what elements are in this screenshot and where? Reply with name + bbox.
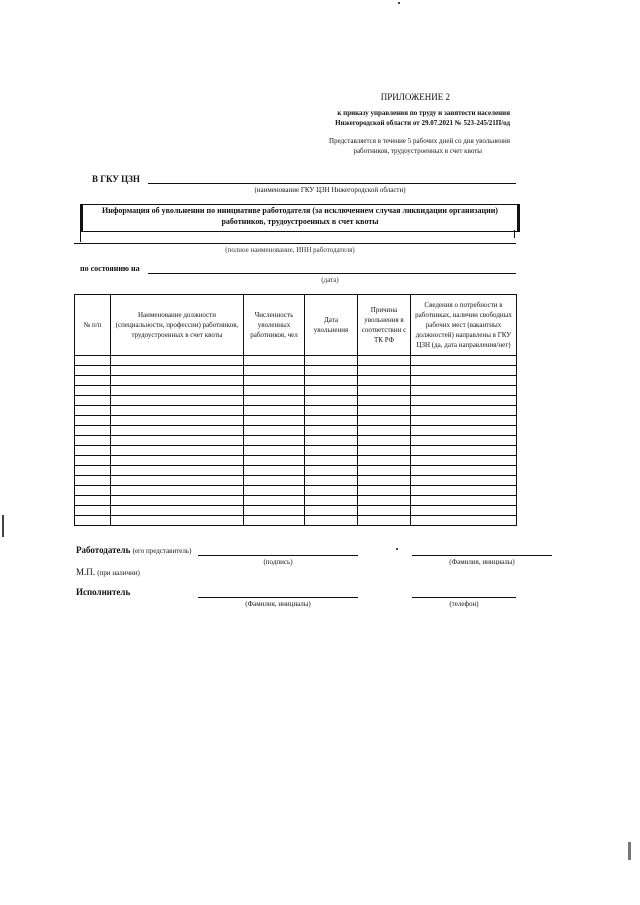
table-cell[interactable]	[411, 446, 517, 456]
table-cell[interactable]	[358, 466, 411, 476]
table-cell[interactable]	[358, 396, 411, 406]
table-row	[75, 446, 517, 456]
employer-line[interactable]	[74, 243, 516, 244]
table-row	[75, 406, 517, 416]
table-cell[interactable]	[75, 406, 111, 416]
table-cell[interactable]	[244, 486, 305, 496]
table-cell[interactable]	[244, 496, 305, 506]
table-cell[interactable]	[411, 416, 517, 426]
table-cell[interactable]	[411, 456, 517, 466]
submission-line-2: работников, трудоустроенных в счет квоты	[353, 147, 482, 155]
table-cell[interactable]	[305, 446, 358, 456]
table-cell[interactable]	[305, 466, 358, 476]
table-cell[interactable]	[411, 366, 517, 376]
table-cell[interactable]	[358, 506, 411, 516]
signature-caption: (подпись)	[263, 558, 293, 566]
table-cell[interactable]	[305, 426, 358, 436]
table-cell[interactable]	[75, 506, 111, 516]
table-cell[interactable]	[75, 516, 111, 526]
submission-line-1: Представляется в течение 5 рабочих дней со дня увольнения	[329, 137, 510, 145]
table-row	[75, 476, 517, 486]
table-cell[interactable]	[305, 356, 358, 366]
report-table	[74, 294, 517, 526]
table-cell[interactable]	[244, 406, 305, 416]
table-cell[interactable]	[111, 416, 244, 426]
table-row	[75, 366, 517, 376]
appendix-header	[300, 92, 510, 156]
table-cell[interactable]	[111, 356, 244, 366]
employer-label: Работодатель	[76, 545, 131, 555]
table-row	[75, 466, 517, 476]
table-cell[interactable]	[411, 506, 517, 516]
table-cell[interactable]	[111, 376, 244, 386]
table-cell[interactable]	[358, 516, 411, 526]
executor-phone-line[interactable]	[412, 597, 516, 598]
scan-mark	[398, 2, 400, 4]
table-cell[interactable]	[358, 456, 411, 466]
scan-mark	[396, 548, 398, 550]
table-cell[interactable]	[75, 466, 111, 476]
table-cell[interactable]	[111, 366, 244, 376]
table-cell[interactable]	[111, 456, 244, 466]
table-cell[interactable]	[305, 496, 358, 506]
table-row	[75, 376, 517, 386]
table-row	[75, 486, 517, 496]
addressee-caption: (наименование ГКУ ЦЗН Нижегородской области)	[254, 186, 406, 194]
table-cell[interactable]	[411, 376, 517, 386]
table-cell[interactable]	[75, 376, 111, 386]
table-cell[interactable]	[358, 436, 411, 446]
table-cell[interactable]	[305, 396, 358, 406]
table-cell[interactable]	[358, 386, 411, 396]
table-cell[interactable]	[111, 386, 244, 396]
executor-name-line[interactable]	[198, 597, 358, 598]
stamp-label-group	[76, 567, 140, 577]
table-cell[interactable]	[244, 426, 305, 436]
column-header-position: Наименование должности (специальности, профессии) работников, трудоустроенных в счет квоты	[111, 295, 244, 356]
table-cell[interactable]	[75, 456, 111, 466]
stamp-label: М.П.	[76, 567, 96, 577]
table-cell[interactable]	[411, 406, 517, 416]
addressee-line[interactable]	[148, 183, 516, 184]
table-cell[interactable]	[411, 386, 517, 396]
table-cell[interactable]	[244, 506, 305, 516]
column-header-reason: Причина увольнения в соответствии с ТК РФ	[358, 295, 411, 356]
table-cell[interactable]	[305, 366, 358, 376]
employer-note: (его представитель)	[132, 547, 192, 555]
table-row	[75, 426, 517, 436]
table-cell[interactable]	[305, 406, 358, 416]
table-row	[75, 356, 517, 366]
table-cell[interactable]	[411, 436, 517, 446]
table-row	[75, 396, 517, 406]
table-cell[interactable]	[75, 486, 111, 496]
table-cell[interactable]	[75, 396, 111, 406]
table-header-row	[75, 295, 517, 356]
order-line-1: к приказу управления по труду и занятости населения	[337, 109, 510, 117]
table-cell[interactable]	[244, 476, 305, 486]
addressee-prefix: В ГКУ ЦЗН	[92, 174, 140, 184]
column-header-vacancy-info: Сведения о потребности в работниках, наличии свободных рабочих мест (вакантных должностей) направлены в ГКУ ЦЗН (да, дата направления/нет)	[411, 295, 517, 356]
table-cell[interactable]	[75, 436, 111, 446]
table-cell[interactable]	[411, 466, 517, 476]
info-title-line-2: работников, трудоустроенных в счет квоты	[221, 217, 379, 226]
employer-name-line[interactable]	[412, 555, 552, 556]
table-cell[interactable]	[111, 496, 244, 506]
table-cell[interactable]	[411, 426, 517, 436]
table-cell[interactable]	[111, 426, 244, 436]
box-tick-left	[80, 230, 81, 242]
table-cell[interactable]	[111, 446, 244, 456]
as-of-caption: (дата)	[321, 276, 339, 284]
table-cell[interactable]	[75, 386, 111, 396]
table-cell[interactable]	[411, 496, 517, 506]
table-cell[interactable]	[305, 486, 358, 496]
table-cell[interactable]	[358, 486, 411, 496]
table-cell[interactable]	[244, 356, 305, 366]
employer-signature-line[interactable]	[198, 555, 358, 556]
as-of-label: по состоянию на	[80, 264, 140, 273]
column-header-number: № п/п	[75, 295, 111, 356]
table-row	[75, 516, 517, 526]
table-cell[interactable]	[75, 366, 111, 376]
phone-caption: (телефон)	[449, 600, 479, 608]
table-cell[interactable]	[358, 406, 411, 416]
as-of-line[interactable]	[148, 273, 516, 274]
executor-name-caption: (Фамилия, инициалы)	[245, 600, 311, 608]
table-cell[interactable]	[75, 496, 111, 506]
table-cell[interactable]	[244, 436, 305, 446]
name-caption: (Фамилия, инициалы)	[449, 558, 515, 566]
table-row	[75, 506, 517, 516]
table-cell[interactable]	[111, 516, 244, 526]
table-cell[interactable]	[111, 476, 244, 486]
table-cell[interactable]	[358, 376, 411, 386]
executor-label: Исполнитель	[76, 587, 131, 597]
table-cell[interactable]	[358, 416, 411, 426]
table-cell[interactable]	[244, 396, 305, 406]
table-cell[interactable]	[244, 386, 305, 396]
table-cell[interactable]	[75, 476, 111, 486]
table-cell[interactable]	[111, 466, 244, 476]
table-cell[interactable]	[244, 456, 305, 466]
table-cell[interactable]	[411, 476, 517, 486]
table-body	[75, 356, 517, 526]
table-cell[interactable]	[411, 516, 517, 526]
table-row	[75, 436, 517, 446]
employer-caption: (полное наименование, ИНН работодателя)	[225, 246, 355, 254]
table-cell[interactable]	[244, 376, 305, 386]
table-row	[75, 456, 517, 466]
table-cell[interactable]	[111, 506, 244, 516]
table-row	[75, 496, 517, 506]
table-cell[interactable]	[358, 356, 411, 366]
table-row	[75, 416, 517, 426]
appendix-title: ПРИЛОЖЕНИЕ 2	[380, 92, 450, 102]
table-cell[interactable]	[358, 446, 411, 456]
table-cell[interactable]	[244, 516, 305, 526]
info-title-box	[80, 204, 520, 232]
order-line-2: Нижегородской области от 29.07.2021 № 523-245/21П/од	[335, 119, 510, 127]
table-cell[interactable]	[244, 366, 305, 376]
table-cell[interactable]	[305, 376, 358, 386]
table-cell[interactable]	[111, 486, 244, 496]
table-cell[interactable]	[411, 396, 517, 406]
table-cell[interactable]	[358, 476, 411, 486]
column-header-date: Дата увольнения	[305, 295, 358, 356]
table-cell[interactable]	[75, 416, 111, 426]
table-cell[interactable]	[75, 426, 111, 436]
table-cell[interactable]	[358, 426, 411, 436]
table-cell[interactable]	[305, 456, 358, 466]
employer-sign-label	[76, 545, 191, 555]
stamp-note: (при наличии)	[97, 569, 140, 577]
table-cell[interactable]	[111, 396, 244, 406]
table-cell[interactable]	[244, 446, 305, 456]
table-cell[interactable]	[305, 416, 358, 426]
table-cell[interactable]	[75, 446, 111, 456]
scan-mark	[2, 515, 4, 537]
table-cell[interactable]	[305, 436, 358, 446]
table-cell[interactable]	[305, 516, 358, 526]
table-row	[75, 386, 517, 396]
column-header-count: Численность уволенных работников, чел	[244, 295, 305, 356]
table-cell[interactable]	[111, 436, 244, 446]
info-title-line-1: Информация об увольнении по инициативе работодателя (за исключением случая ликвидации организации)	[102, 206, 498, 215]
table-cell[interactable]	[411, 356, 517, 366]
table-cell[interactable]	[305, 476, 358, 486]
table-cell[interactable]	[358, 366, 411, 376]
table-cell[interactable]	[75, 356, 111, 366]
scan-mark	[628, 842, 631, 860]
table-cell[interactable]	[305, 386, 358, 396]
table-cell[interactable]	[305, 506, 358, 516]
table-cell[interactable]	[358, 496, 411, 506]
table-cell[interactable]	[244, 466, 305, 476]
table-cell[interactable]	[111, 406, 244, 416]
table-cell[interactable]	[411, 486, 517, 496]
box-tick-right	[514, 230, 515, 238]
table-cell[interactable]	[244, 416, 305, 426]
